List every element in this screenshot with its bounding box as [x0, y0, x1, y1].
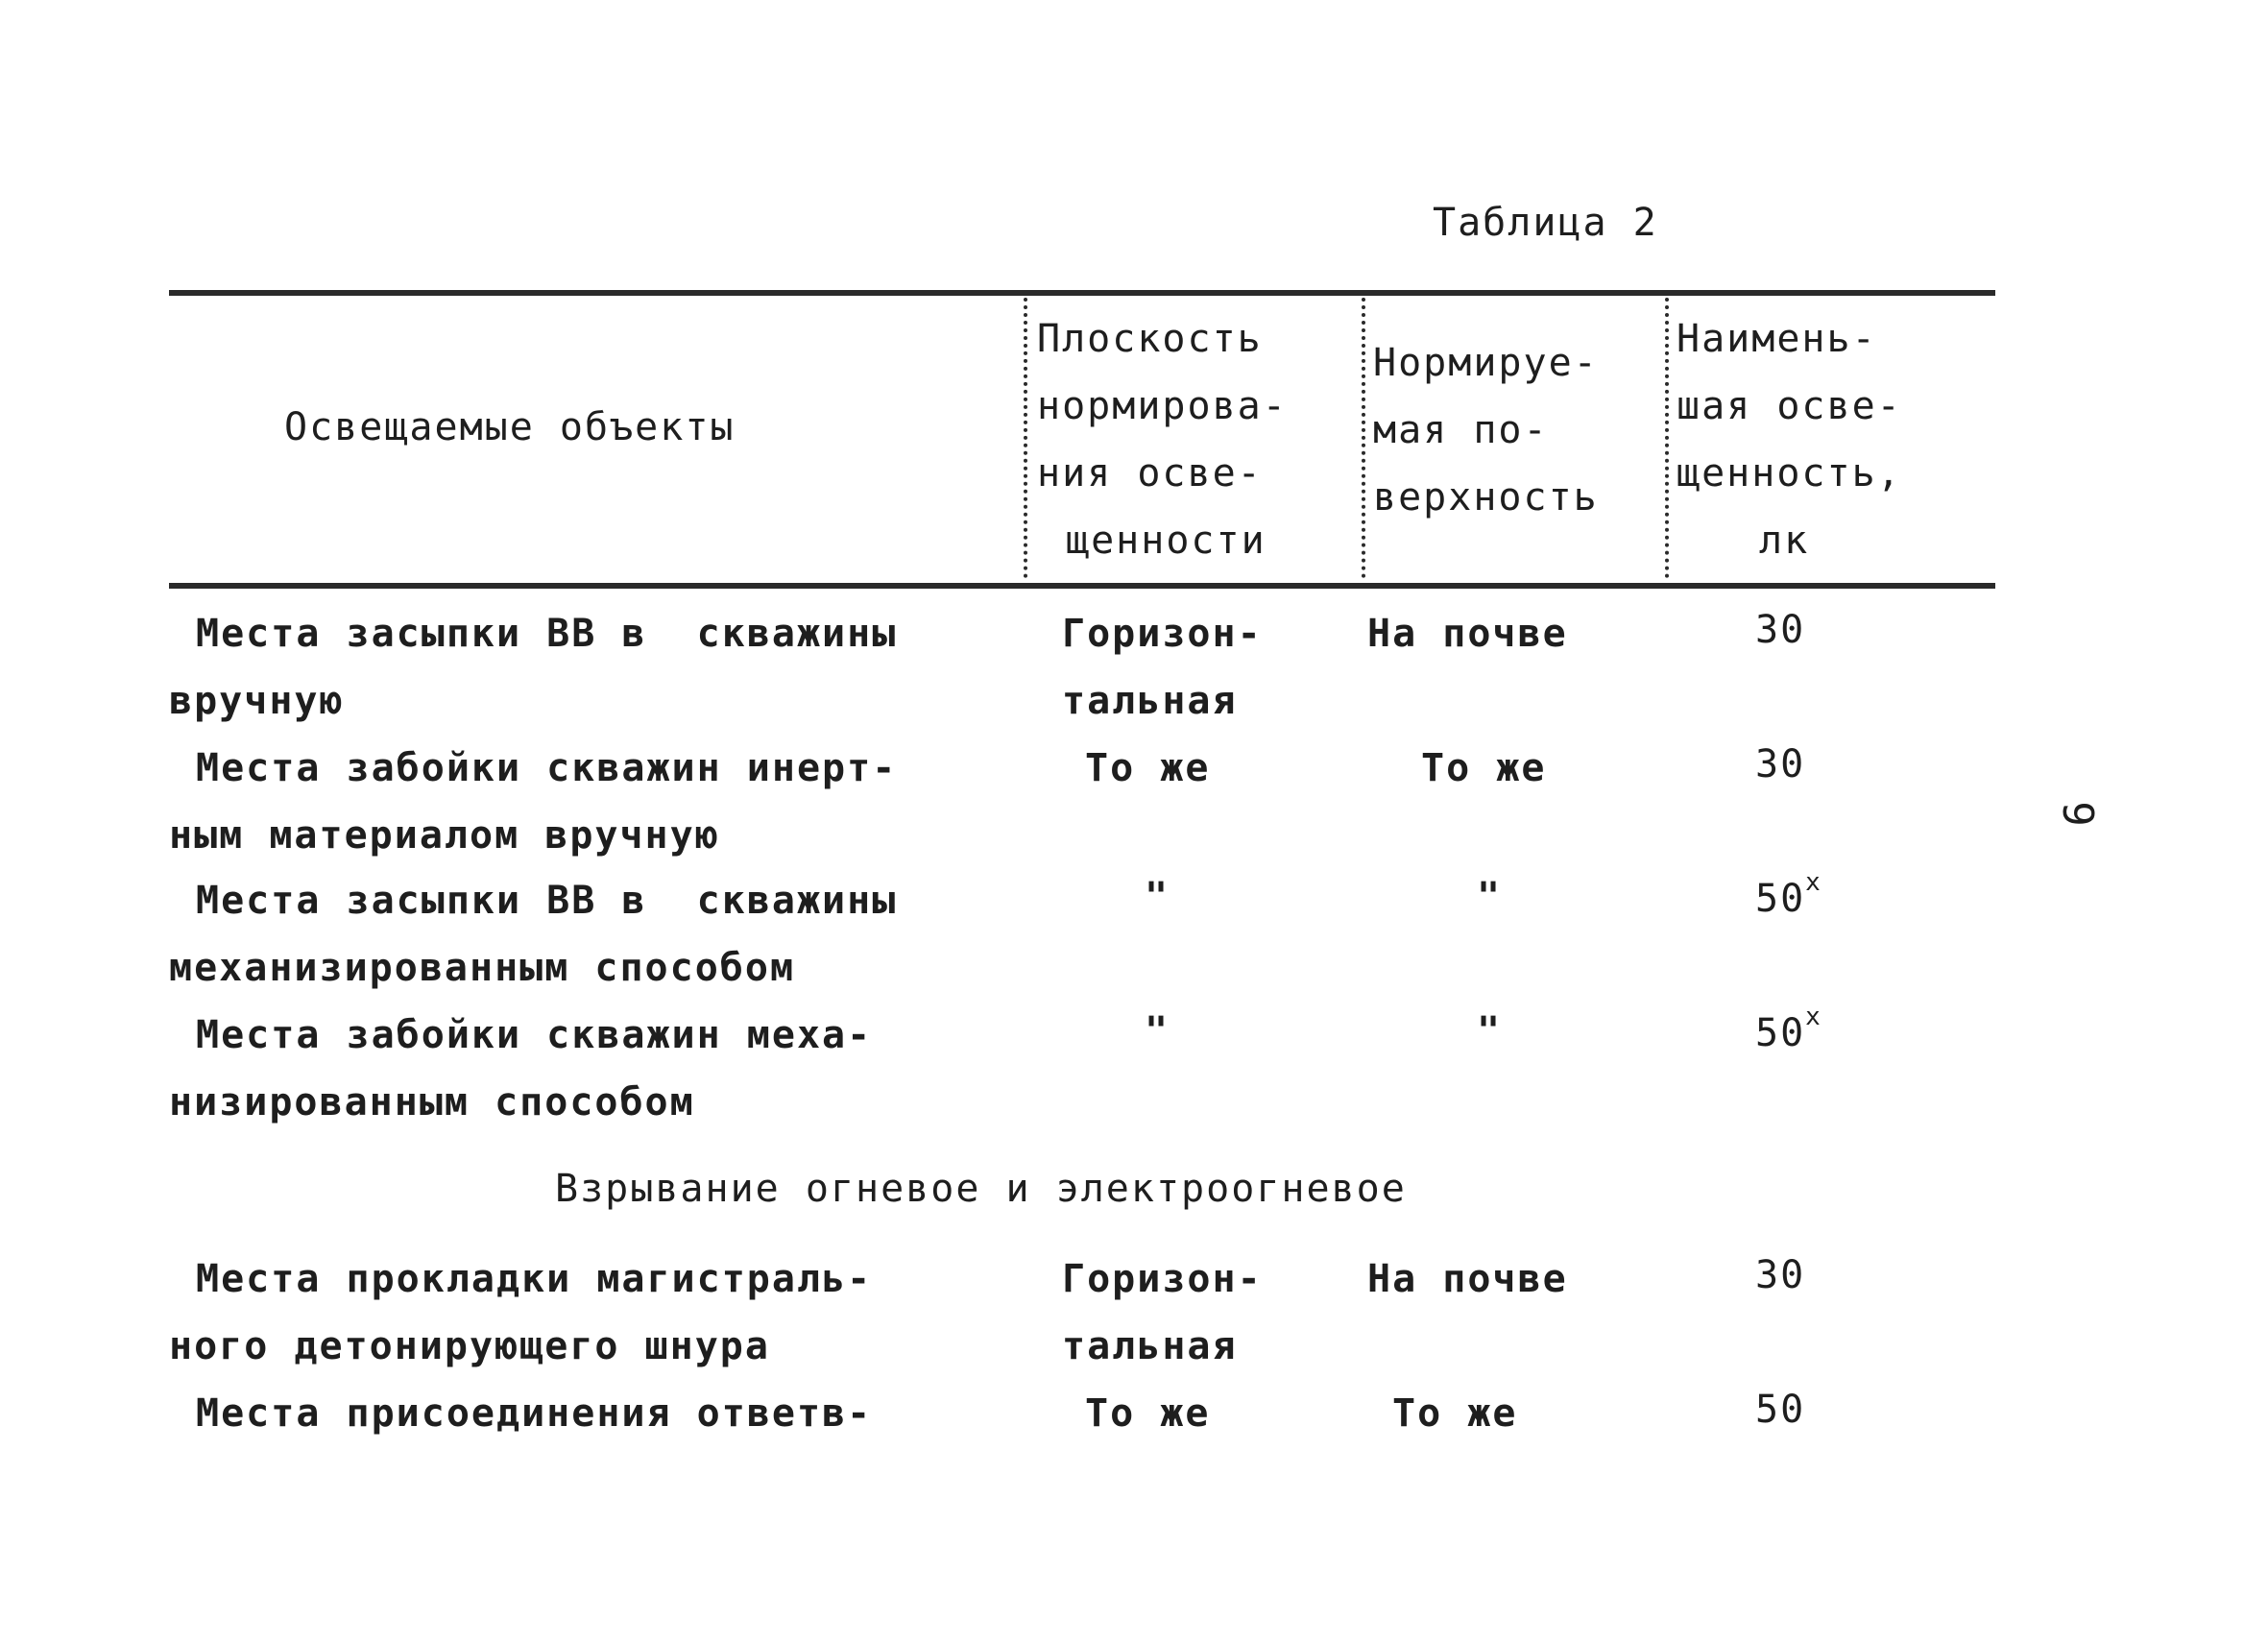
header-objects: Освещаемые объекты — [284, 405, 736, 449]
section-title: Взрывание огневое и электроогневое — [555, 1167, 1407, 1211]
table-top-rule — [169, 290, 1995, 296]
header-separator — [1024, 298, 1027, 578]
row-object-line: Места забойки скважин инерт- — [196, 746, 898, 790]
row-value: 50$^x$ — [1755, 868, 1822, 921]
row-value: 50$^x$ — [1755, 1003, 1822, 1055]
row-object-line: вручную — [169, 679, 345, 723]
row-surface: То же — [1421, 746, 1547, 790]
row-object-line: Места прокладки магистраль- — [196, 1257, 873, 1301]
row-object-line: Места присоединения ответв- — [196, 1391, 873, 1436]
row-object-line: механизированным способом — [169, 946, 796, 990]
row-surface: На почве — [1367, 1257, 1568, 1301]
row-plane-ditto: " — [1145, 875, 1170, 919]
header-surface-line: мая по- — [1373, 408, 1549, 452]
header-plane-line: Плоскость — [1037, 317, 1263, 361]
page-number: 9 — [2052, 801, 2102, 827]
row-plane-line: тальная — [1062, 1324, 1238, 1368]
row-surface-ditto: " — [1477, 1009, 1503, 1053]
header-illuminance-line: щенность, — [1677, 451, 1902, 496]
row-plane-line: Горизон- — [1062, 1257, 1263, 1301]
row-object-line: ного детонирующего шнура — [169, 1324, 770, 1368]
header-illuminance-line: шая осве- — [1677, 384, 1902, 428]
header-plane-line: щенности — [1066, 519, 1267, 563]
row-plane-line: То же — [1085, 1391, 1211, 1436]
row-surface: На почве — [1367, 612, 1568, 656]
row-object-line: низированным способом — [169, 1080, 695, 1124]
header-separator — [1665, 298, 1669, 578]
row-surface: То же — [1392, 1391, 1518, 1436]
header-plane-line: нормирова- — [1037, 384, 1288, 428]
row-value: 30 — [1755, 1253, 1806, 1297]
row-object-line: Места забойки скважин меха- — [196, 1013, 873, 1057]
header-surface-line: верхность — [1373, 475, 1599, 520]
row-plane-ditto: " — [1145, 1009, 1170, 1053]
table-label: Таблица 2 — [1433, 201, 1658, 245]
header-illuminance-line: Наимень- — [1677, 317, 1877, 361]
row-object-line: Места засыпки ВВ в скважины — [196, 612, 898, 656]
row-plane-line: тальная — [1062, 679, 1238, 723]
row-value: 30 — [1755, 608, 1806, 652]
row-object-line: ным материалом вручную — [169, 813, 720, 858]
table-header-rule — [169, 583, 1995, 589]
header-illuminance-line: лк — [1759, 519, 1810, 563]
row-object-line: Места засыпки ВВ в скважины — [196, 879, 898, 923]
row-surface-ditto: " — [1477, 875, 1503, 919]
header-surface-line: Нормируе- — [1373, 341, 1599, 385]
row-value: 50 — [1755, 1388, 1806, 1432]
row-plane-line: То же — [1085, 746, 1211, 790]
header-plane-line: ния осве- — [1037, 451, 1263, 496]
header-separator — [1362, 298, 1365, 578]
row-value: 30 — [1755, 742, 1806, 786]
row-plane-line: Горизон- — [1062, 612, 1263, 656]
